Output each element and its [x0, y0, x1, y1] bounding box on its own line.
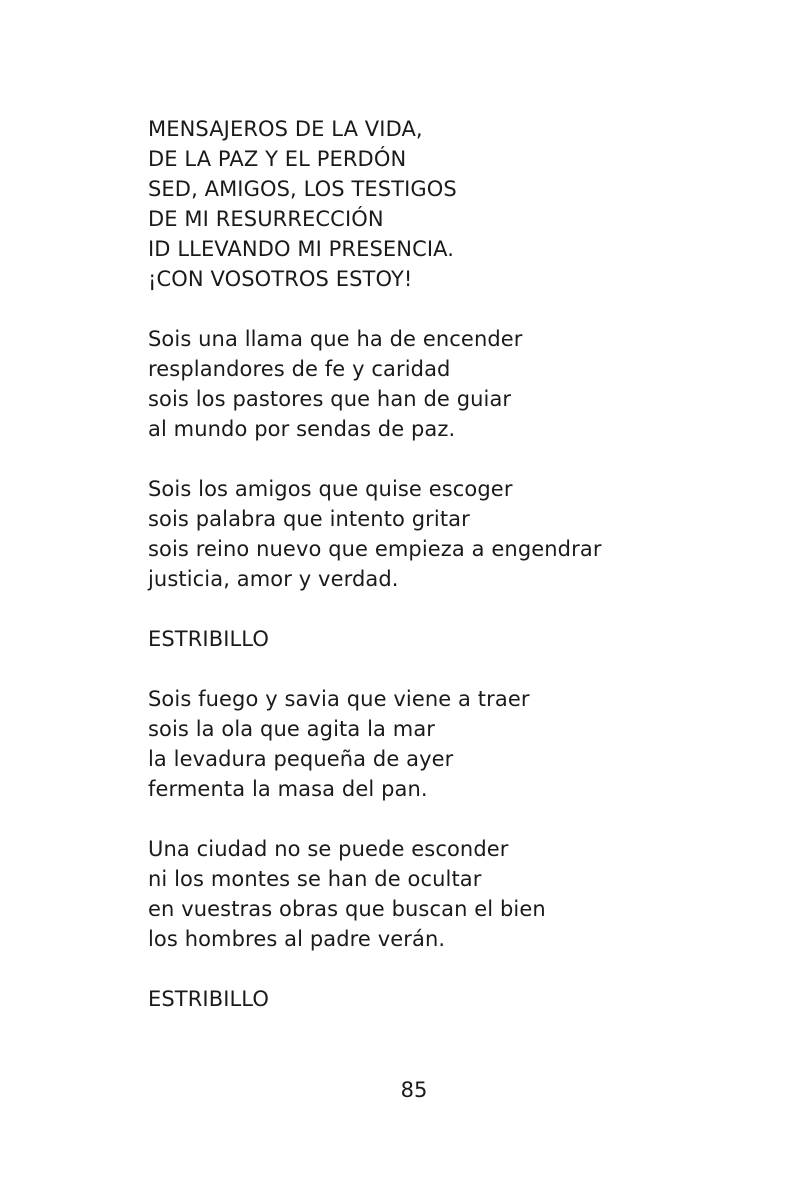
lyric-line: sois reino nuevo que empieza a engendrar	[148, 537, 602, 561]
lyric-line: DE MI RESURRECCIÓN	[148, 207, 384, 231]
lyric-line: DE LA PAZ Y EL PERDÓN	[148, 147, 407, 171]
song-lyrics	[148, 114, 768, 1044]
stanza-verse-1	[148, 324, 768, 444]
lyric-line: Sois una llama que ha de encender	[148, 327, 523, 351]
stanza-verse-4	[148, 834, 768, 954]
lyric-line: sois palabra que intento gritar	[148, 507, 470, 531]
lyric-line: MENSAJEROS DE LA VIDA,	[148, 117, 423, 141]
lyric-line: SED, AMIGOS, LOS TESTIGOS	[148, 177, 457, 201]
lyric-line: fermenta la masa del pan.	[148, 777, 428, 801]
stanza-chorus	[148, 114, 768, 294]
stanza-refrain-marker-1	[148, 624, 768, 654]
page-number: 85	[400, 1078, 428, 1102]
refrain-label: ESTRIBILLO	[148, 627, 269, 651]
lyric-line: ni los montes se han de ocultar	[148, 867, 482, 891]
lyric-line: Sois los amigos que quise escoger	[148, 477, 513, 501]
stanza-verse-2	[148, 474, 768, 594]
lyric-line: justicia, amor y verdad.	[148, 567, 399, 591]
lyric-line: ID LLEVANDO MI PRESENCIA.	[148, 237, 455, 261]
stanza-refrain-marker-2	[148, 984, 768, 1014]
lyric-line: en vuestras obras que buscan el bien	[148, 897, 546, 921]
lyric-line: ¡CON VOSOTROS ESTOY!	[148, 267, 413, 291]
lyric-line: la levadura pequeña de ayer	[148, 747, 454, 771]
lyric-line: sois los pastores que han de guiar	[148, 387, 512, 411]
lyric-line: Sois fuego y savia que viene a traer	[148, 687, 530, 711]
lyric-line: sois la ola que agita la mar	[148, 717, 436, 741]
lyric-line: Una ciudad no se puede esconder	[148, 837, 509, 861]
stanza-verse-3	[148, 684, 768, 804]
lyric-line: los hombres al padre verán.	[148, 927, 446, 951]
lyric-line: al mundo por sendas de paz.	[148, 417, 456, 441]
refrain-label: ESTRIBILLO	[148, 987, 269, 1011]
lyric-line: resplandores de fe y caridad	[148, 357, 451, 381]
